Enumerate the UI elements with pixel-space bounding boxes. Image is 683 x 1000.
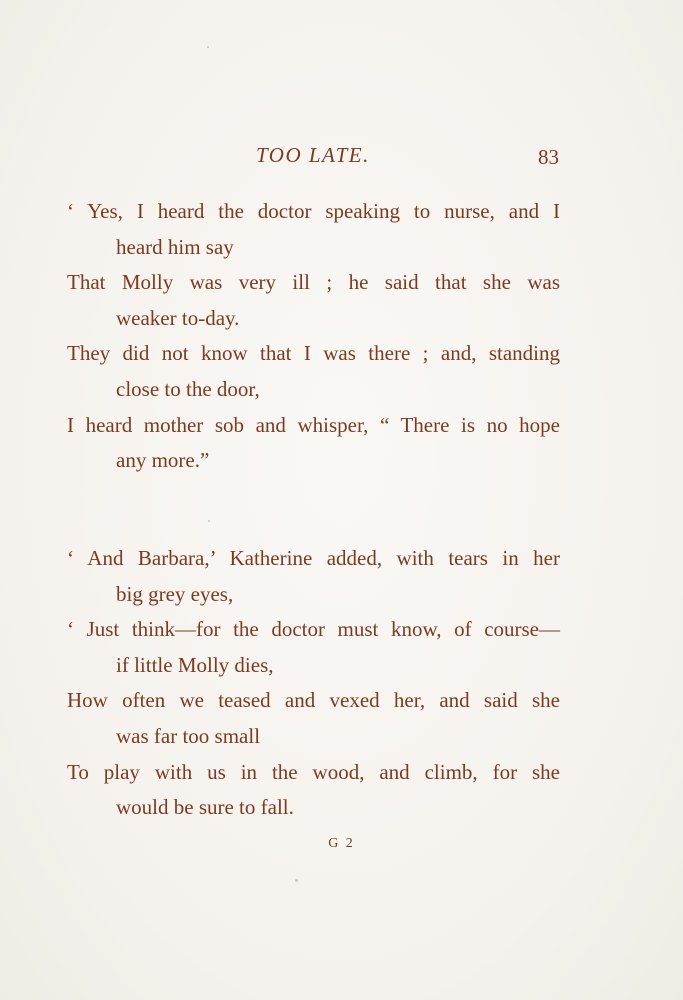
verse-line-continuation: heard him say	[116, 234, 234, 259]
verse-line-continuation: was far too small	[116, 723, 261, 748]
verse-line: ‘ Just think—for the doctor must know, of course—	[67, 617, 560, 642]
verse-line: ‘ And Barbara,’ Katherine added, with tears in her	[67, 546, 560, 570]
verse-line: ‘ Yes, I heard the doctor speaking to nurse, and I	[67, 199, 560, 223]
verse-line-continuation: any more.”	[116, 448, 210, 473]
verse-line: How often we teased and vexed her, and said she	[67, 688, 560, 713]
verse-line-continuation: weaker to-day.	[116, 305, 240, 330]
stanza	[0, 196, 683, 481]
verse-line: That Molly was very ill ; he said that she was	[67, 270, 560, 295]
paper-speck	[295, 879, 298, 882]
verse-line-continuation: if little Molly dies,	[116, 652, 274, 677]
verse-line: I heard mother sob and whisper, “ There is no hope	[67, 412, 560, 437]
verse-line-continuation: big grey eyes,	[116, 581, 234, 606]
paper-speck	[207, 46, 209, 48]
verse-line: They did not know that I was there ; and, standing	[67, 341, 560, 366]
running-title: TOO LATE.	[256, 143, 370, 167]
stanza	[0, 543, 683, 828]
verse-line-continuation: close to the door,	[116, 376, 260, 401]
page-number: 83	[538, 145, 559, 169]
verse-line: To play with us in the wood, and climb, for she	[67, 759, 560, 784]
paper-speck	[208, 520, 210, 522]
page-header	[0, 143, 683, 173]
verse-line-continuation: would be sure to fall.	[116, 795, 294, 820]
signature-mark: G 2	[328, 836, 355, 851]
